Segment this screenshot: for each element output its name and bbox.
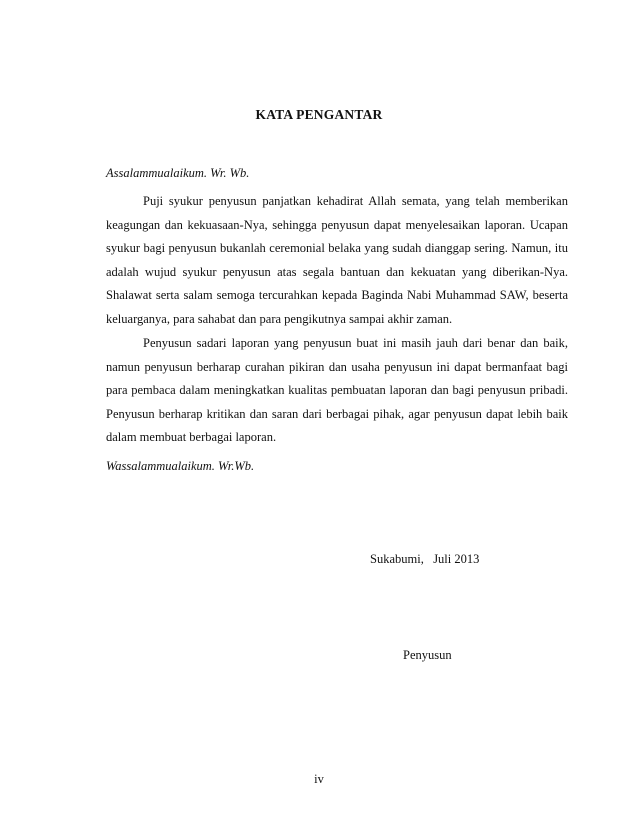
paragraph-2: Penyusun sadari laporan yang penyusun buat ini masih jauh dari benar dan baik, namun penyusun berharap curahan pikiran dan usaha penyusun ini dapat bermanfaat bagi para pembaca dalam meningkatkan kualitas pembuatan laporan dan bagi penyusun pribadi. Penyusun berharap kritikan dan saran dari berbagai pihak, agar penyusun dapat lebih baik dalam membuat berbagai laporan. <box>106 336 568 445</box>
page-number: iv <box>314 772 324 786</box>
greeting: Assalammualaikum. Wr. Wb. <box>106 166 250 180</box>
paragraph-1: Puji syukur penyusun panjatkan kehadirat Allah semata, yang telah memberikan keagungan dan kekuasaan-Nya, sehingga penyusun dapat menyelesaikan laporan. Ucapan syukur bagi penyusun bukanlah ceremonial belaka yang sudah dianggap sering. Namun, itu adalah wujud syukur penyusun atas segala bantuan dan kekuatan yang diberikan-Nya. Shalawat serta salam semoga tercurahkan kepada Baginda Nabi Muhammad SAW, beserta keluarganya, para sahabat dan para pengikutnya sampai akhir zaman. <box>106 194 568 326</box>
place-date: Sukabumi, Juli 2013 <box>370 552 480 566</box>
closing: Wassalammualaikum. Wr.Wb. <box>106 459 255 473</box>
page-title: KATA PENGANTAR <box>255 107 383 122</box>
author: Penyusun <box>403 648 452 662</box>
